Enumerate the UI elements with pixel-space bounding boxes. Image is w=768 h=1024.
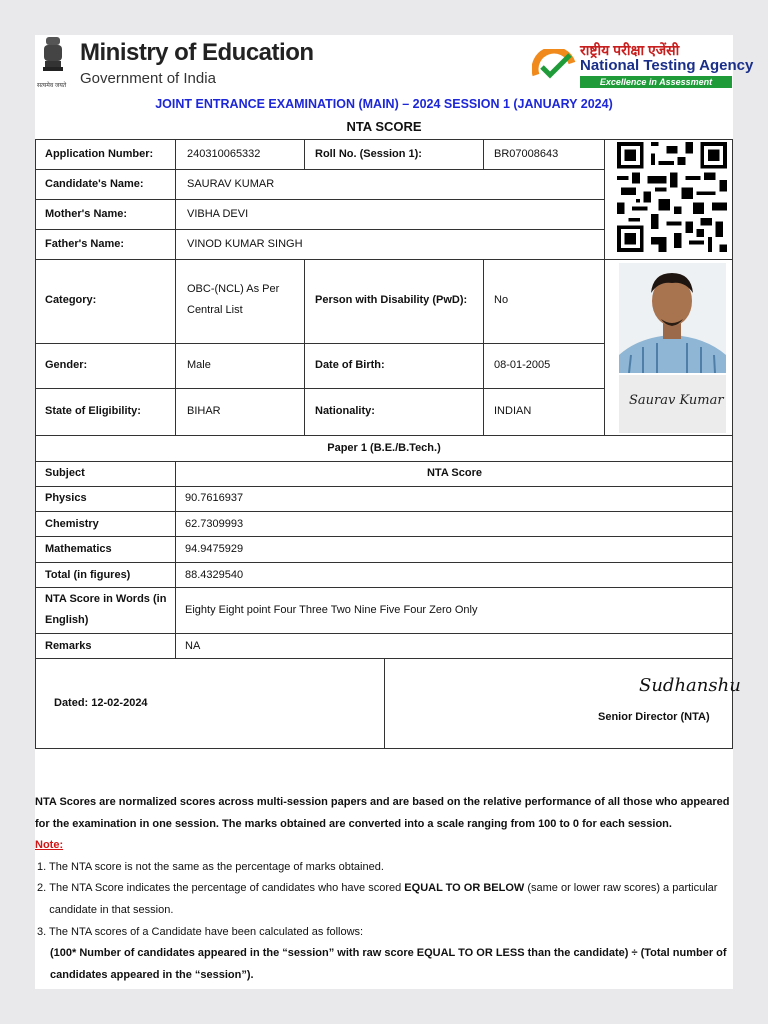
nationality-value: INDIAN: [494, 405, 532, 417]
score-mathematics: 94.9475929: [185, 543, 244, 555]
subject-mathematics: Mathematics: [45, 543, 112, 555]
score-words-label: NTA Score in Words (in English): [45, 593, 167, 626]
candidate-photo: [619, 263, 726, 373]
notes-intro: NTA Scores are normalized scores across multi-session papers and are based on the relative performance of all those who appeared for the examination in one session. The marks obtained are converted into a scale ranging from 100 to 0 for each session.: [35, 796, 730, 830]
father-name-value: VINOD KUMAR SINGH: [187, 238, 303, 250]
application-number-label: Application Number:: [45, 148, 154, 160]
subject-chemistry: Chemistry: [45, 518, 99, 530]
category-value: OBC-(NCL) As Per Central List: [187, 283, 280, 316]
roll-number-value: BR07008643: [494, 148, 559, 160]
remarks-value: NA: [185, 640, 201, 652]
nta-hindi-name: राष्ट्रीय परीक्षा एजेंसी: [580, 42, 680, 58]
candidate-name-value: SAURAV KUMAR: [187, 178, 275, 190]
score-physics: 90.7616937: [185, 492, 244, 504]
mother-name-label: Mother's Name:: [45, 208, 128, 220]
subject-total: Total (in figures): [45, 569, 131, 581]
state-label: State of Eligibility:: [45, 405, 141, 417]
score-card: [35, 35, 754, 989]
father-name-label: Father's Name:: [45, 238, 125, 250]
nta-tagline: Excellence in Assessment: [580, 76, 732, 88]
roll-number-label: Roll No. (Session 1):: [315, 148, 422, 160]
state-value: BIHAR: [187, 405, 221, 417]
note-heading: Note:: [35, 839, 64, 851]
document-title: NTA SCORE: [346, 119, 422, 134]
gender-label: Gender:: [45, 359, 88, 371]
director-signature: Sudhanshu: [639, 675, 741, 696]
gender-value: Male: [187, 359, 211, 371]
note-1: 1. The NTA score is not the same as the percentage of marks obtained.: [37, 861, 384, 873]
note-formula: (100* Number of candidates appeared in the “session” with raw score EQUAL TO OR LESS than the candidate) ÷ (Total number of candidates appeared in the “session”).: [50, 947, 727, 981]
application-number-value: 240310065332: [187, 148, 261, 160]
remarks-label: Remarks: [45, 640, 92, 652]
candidate-name-label: Candidate's Name:: [45, 178, 144, 190]
mother-name-value: VIBHA DEVI: [187, 208, 249, 220]
nationality-label: Nationality:: [315, 405, 375, 417]
category-label: Category:: [45, 294, 97, 306]
pwd-label: Person with Disability (PwD):: [315, 294, 468, 306]
score-header: NTA Score: [426, 467, 482, 479]
nta-english-name: National Testing Agency: [580, 57, 754, 74]
dob-label: Date of Birth:: [315, 359, 385, 371]
qr-code-icon: [617, 142, 727, 252]
paper-title: Paper 1 (B.E./B.Tech.): [327, 442, 441, 454]
dated: Dated: 12-02-2024: [54, 697, 148, 709]
candidate-signature-text: Saurav Kumar: [629, 393, 724, 408]
score-chemistry: 62.7309993: [185, 518, 244, 530]
nta-logo-icon: [532, 49, 576, 85]
emblem-caption: सत्यमेव जयते: [37, 83, 67, 89]
score-words-value: Eighty Eight point Four Three Two Nine Five Four Zero Only: [185, 604, 478, 616]
dob-value: 08-01-2005: [494, 359, 551, 371]
director-title: Senior Director (NTA): [598, 711, 710, 723]
note-3: 3. The NTA scores of a Candidate have been calculated as follows:: [37, 926, 364, 938]
pwd-value: No: [494, 294, 509, 306]
candidate-photo-icon: [619, 263, 726, 373]
ministry-title: Ministry of Education: [80, 39, 314, 66]
exam-title: JOINT ENTRANCE EXAMINATION (MAIN) – 2024 SESSION 1 (JANUARY 2024): [155, 97, 613, 111]
subject-physics: Physics: [45, 492, 87, 504]
subject-header: Subject: [45, 467, 85, 479]
government-subtitle: Government of India: [80, 70, 216, 87]
score-total: 88.4329540: [185, 569, 244, 581]
note-2: 2. The NTA Score indicates the percentage of candidates who have scored EQUAL TO OR BELOW (same or lower raw scores) a particular candidate in that session.: [37, 882, 718, 916]
candidate-signature: [619, 375, 726, 433]
